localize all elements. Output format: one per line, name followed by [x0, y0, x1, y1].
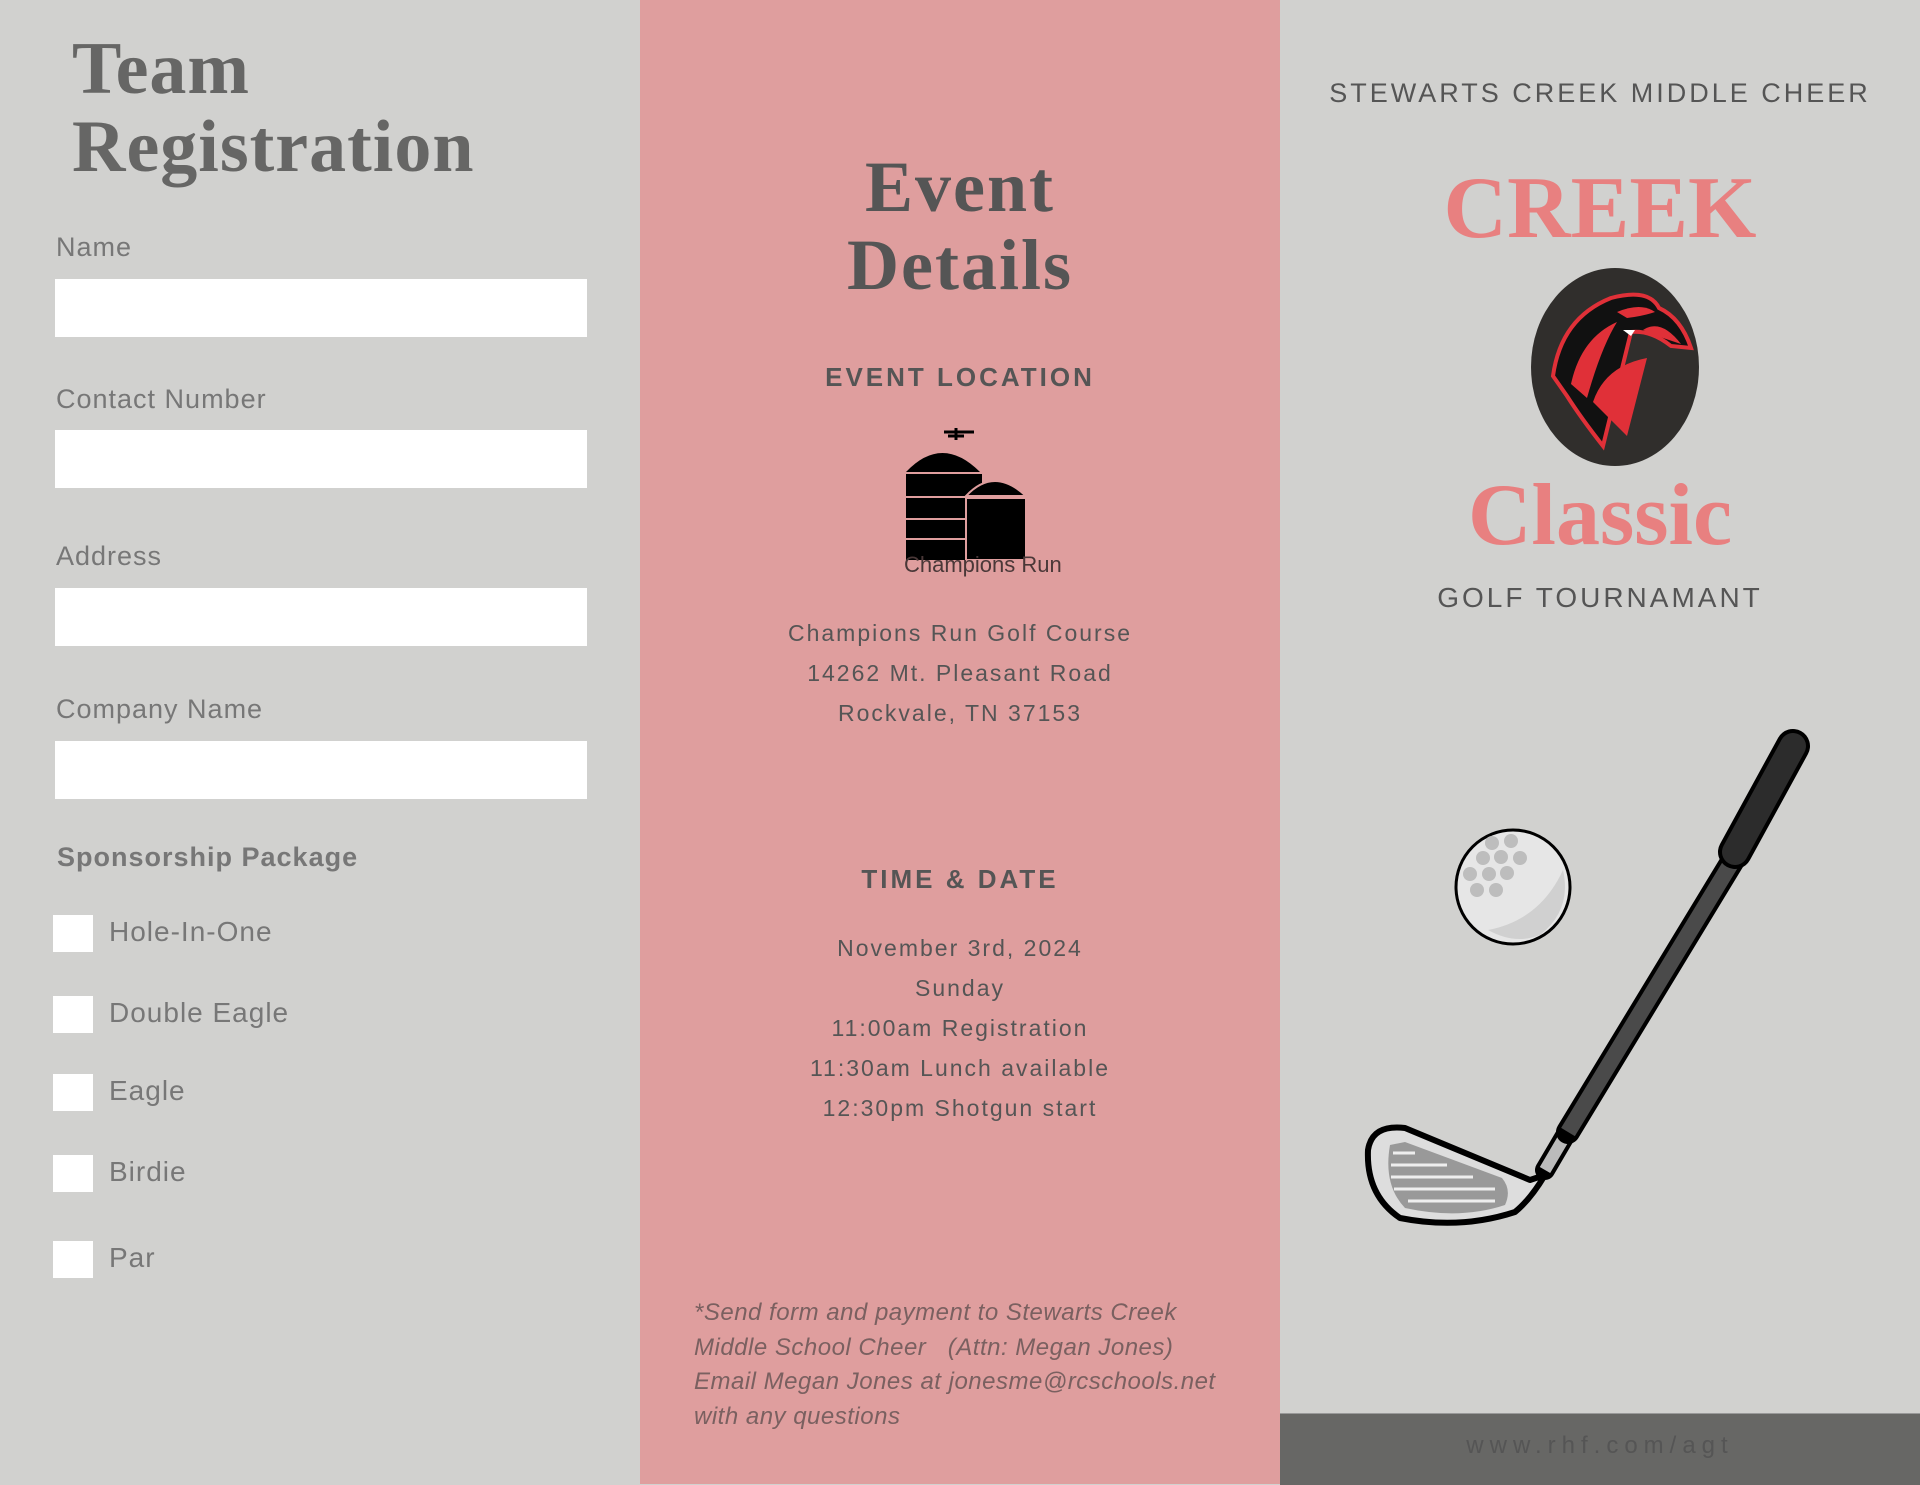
address-label: Address: [56, 541, 163, 571]
event-details-title: [640, 148, 1280, 304]
note-line: Middle School Cheer (Attn: Megan Jones): [694, 1333, 1174, 1361]
checkbox-par[interactable]: [53, 1241, 93, 1278]
golf-club-icon: [1368, 746, 1793, 1223]
note-line: with any questions: [694, 1402, 901, 1430]
name-input[interactable]: [55, 279, 587, 337]
contact-number-label: Contact Number: [56, 384, 267, 414]
golf-tournament-subtitle: GOLF TOURNAMANT: [1437, 582, 1763, 613]
time-line: 11:00am Registration: [831, 1015, 1089, 1041]
logo-text: Champions Run: [904, 552, 1062, 577]
cover-panel: [1280, 0, 1920, 1484]
checkbox-hole-in-one[interactable]: [53, 915, 93, 952]
title-classic: Classic: [1468, 467, 1732, 564]
time-line: 12:30pm Shotgun start: [822, 1095, 1098, 1121]
location-line: Rockvale, TN 37153: [838, 700, 1082, 726]
registration-title: [72, 30, 475, 186]
time-line: November 3rd, 2024: [837, 935, 1083, 961]
footer-bar: [1280, 1413, 1920, 1485]
package-label: Par: [109, 1242, 156, 1273]
registration-panel: [0, 0, 640, 1484]
sponsorship-title: Sponsorship Package: [57, 842, 359, 872]
note-line: *Send form and payment to Stewarts Creek: [694, 1299, 1177, 1326]
title-creek: CREEK: [1443, 160, 1757, 257]
time-line: 11:30am Lunch available: [809, 1055, 1111, 1081]
package-label: Hole-In-One: [109, 916, 273, 947]
time-line: Sunday: [914, 975, 1005, 1001]
champions-run-logo: [904, 424, 1062, 590]
company-name-input[interactable]: [55, 741, 587, 799]
location-line: 14262 Mt. Pleasant Road: [807, 660, 1113, 686]
event-location-heading: EVENT LOCATION: [825, 362, 1095, 392]
event-details-panel: [640, 0, 1280, 1484]
title-line: Registration: [72, 106, 475, 188]
location-line: Champions Run Golf Course: [787, 620, 1133, 646]
note-line: Email Megan Jones at jonesme@rcschools.net: [694, 1368, 1216, 1395]
title-line: Team: [72, 28, 251, 110]
time-date-heading: TIME & DATE: [861, 864, 1059, 894]
organization-name: STEWARTS CREEK MIDDLE CHEER: [1329, 78, 1871, 108]
checkbox-birdie[interactable]: [53, 1155, 93, 1192]
golf-ball-icon: [1456, 830, 1570, 944]
payment-note: [694, 1296, 1254, 1434]
package-label: Eagle: [109, 1075, 186, 1106]
company-name-label: Company Name: [56, 694, 264, 724]
website-link[interactable]: www.rhf.com/agt: [1466, 1432, 1734, 1459]
package-label: Double Eagle: [109, 997, 290, 1028]
checkbox-eagle[interactable]: [53, 1074, 93, 1111]
golf-club-and-ball-illustration: [1280, 0, 1920, 1413]
package-label: Birdie: [109, 1156, 187, 1187]
name-label: Name: [56, 232, 133, 262]
address-input[interactable]: [55, 588, 587, 646]
contact-number-input[interactable]: [55, 430, 587, 488]
title-line: Event: [865, 147, 1055, 227]
checkbox-double-eagle[interactable]: [53, 996, 93, 1033]
title-line: Details: [847, 225, 1073, 305]
